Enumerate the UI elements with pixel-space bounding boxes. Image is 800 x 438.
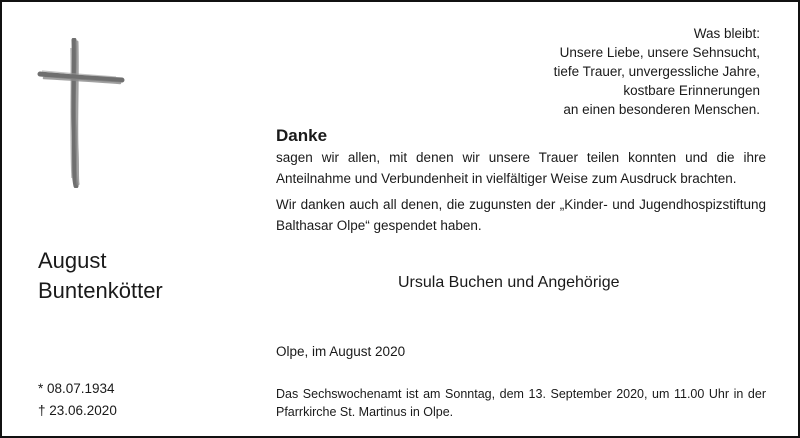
poem-line: Was bleibt: <box>693 26 760 41</box>
life-dates <box>38 378 117 422</box>
poem-line: kostbare Erinnerungen <box>623 83 760 98</box>
brush-cross-icon <box>36 38 126 188</box>
poem-line: tiefe Trauer, unvergessliche Jahre, <box>553 64 760 79</box>
first-name: August <box>38 248 107 273</box>
thanks-title: Danke <box>276 126 328 145</box>
poem-line: an einen besonderen Menschen. <box>563 102 760 117</box>
mass-notice: Das Sechswochenamt ist am Sonntag, dem 13. September 2020, um 11.00 Uhr in der Pfarrkirche St. Martinus in Olpe. <box>276 387 766 419</box>
death-date: † 23.06.2020 <box>38 403 117 418</box>
last-name: Buntenkötter <box>38 278 163 303</box>
poem-line: Unsere Liebe, unsere Sehnsucht, <box>559 45 760 60</box>
place-date: Olpe, im August 2020 <box>276 344 406 359</box>
poem <box>440 24 760 119</box>
donation-paragraph: Wir danken auch all denen, die zugunsten der „Kinder- und Jugendhospizstiftung Balthasar Olpe“ gespendet haben. <box>276 197 766 233</box>
thanks-paragraph: sagen wir allen, mit denen wir unsere Trauer teilen konnten und die ihre Anteilnahme und Verbundenheit in vielfältiger Weise zum Ausdruck brachten. <box>276 150 766 186</box>
deceased-name <box>38 246 163 306</box>
signature: Ursula Buchen und Angehörige <box>398 274 620 291</box>
birth-date: * 08.07.1934 <box>38 381 115 396</box>
